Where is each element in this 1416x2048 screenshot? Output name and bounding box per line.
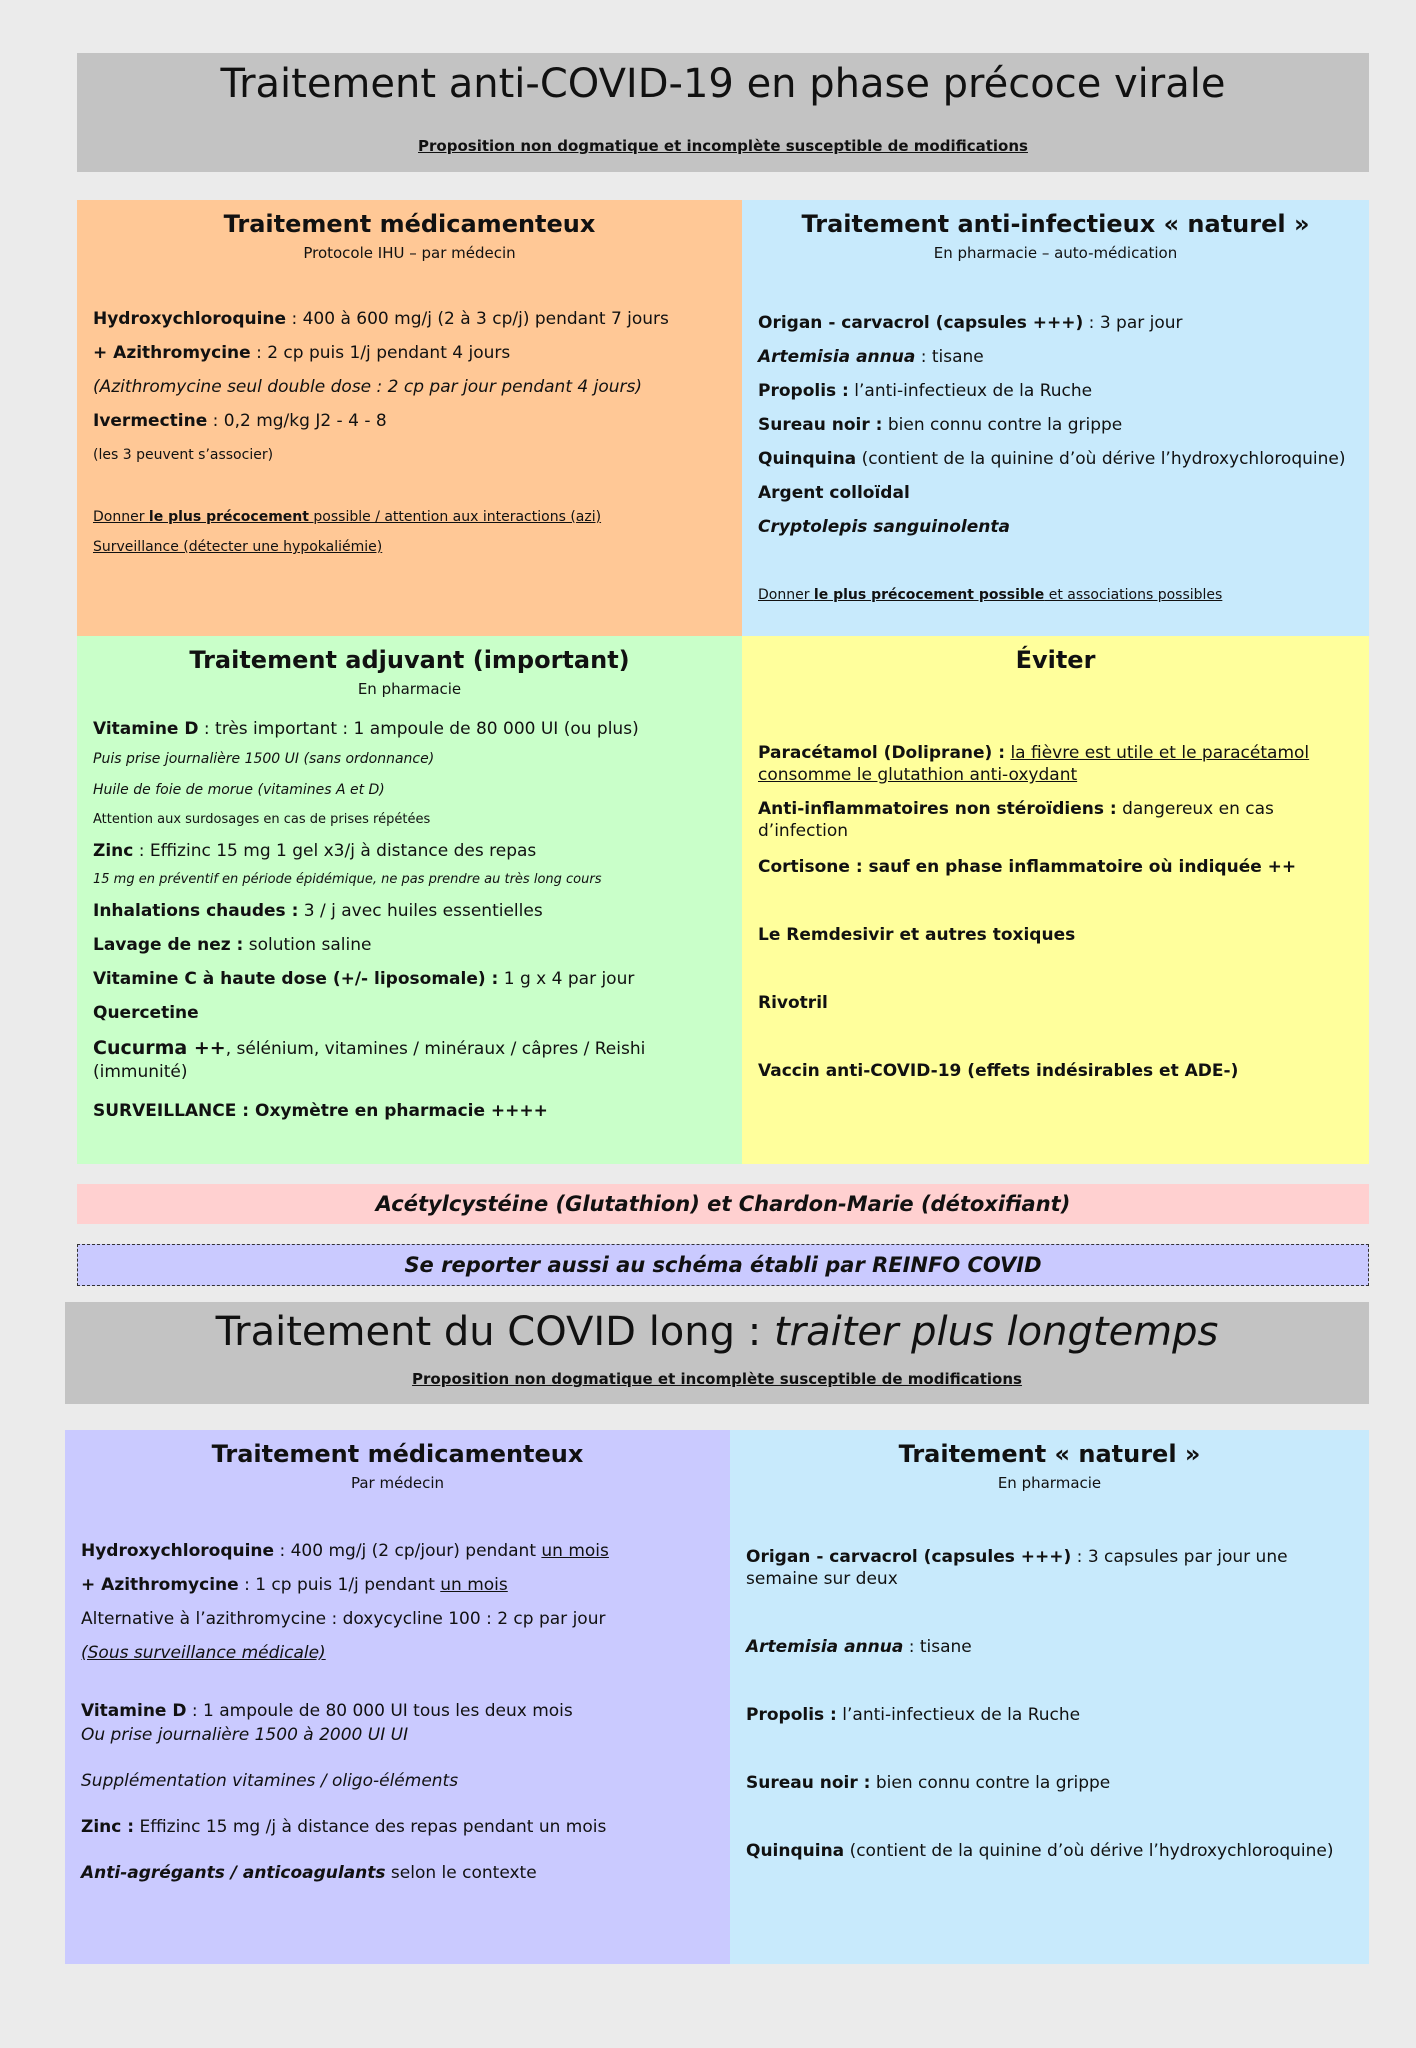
item-text: : Effizinc 15 mg 1 gel x3/j à distance des repas bbox=[133, 841, 537, 861]
item-text: 1 g x 4 par jour bbox=[498, 969, 635, 989]
hcq-line bbox=[93, 308, 730, 330]
overdose-note: Attention aux surdosages en cas de prises répétées bbox=[93, 812, 431, 827]
title-part: traiter plus longtemps bbox=[773, 1309, 1219, 1355]
sureau-line bbox=[746, 1772, 1357, 1794]
long-covid-subtitle: Proposition non dogmatique et incomplète susceptible de modifications bbox=[412, 1370, 1022, 1388]
surveillance-note: Surveillance (détecter une hypokaliémie) bbox=[93, 539, 383, 555]
panel-long-medication bbox=[65, 1430, 730, 1964]
item-text: : 1 ampoule de 80 000 UI tous les deux mois bbox=[186, 1701, 573, 1721]
iver-line bbox=[93, 410, 730, 432]
text-part: le plus précocement bbox=[148, 509, 309, 525]
propolis-line bbox=[746, 1704, 1357, 1726]
item-label: Sureau noir : bbox=[746, 1773, 871, 1793]
sureau-line bbox=[758, 414, 1357, 436]
panel-medication bbox=[77, 200, 742, 636]
drug-text: : 400 mg/j (2 cp/jour) pendant bbox=[274, 1541, 542, 1561]
item-label: Lavage de nez : bbox=[93, 935, 244, 955]
drug-label: Hydroxychloroquine bbox=[93, 309, 287, 329]
give-early-note bbox=[758, 586, 1357, 604]
quinquina-line bbox=[758, 448, 1357, 470]
huile-line: Huile de foie de morue (vitamines A et D) bbox=[93, 782, 385, 798]
drug-label: Hydroxychloroquine bbox=[81, 1541, 275, 1561]
panel-subheading: Protocole IHU – par médecin bbox=[303, 244, 516, 262]
item-label: Artemisia annua bbox=[746, 1637, 904, 1657]
artemisia-line bbox=[758, 346, 1357, 368]
origan-line bbox=[758, 312, 1357, 334]
item-text: solution saline bbox=[243, 935, 372, 955]
rivotril-line: Rivotril bbox=[758, 993, 828, 1013]
panel-heading: Traitement anti-infectieux « naturel » bbox=[801, 210, 1310, 238]
item-text: : tisane bbox=[915, 347, 984, 367]
item-text: selon le contexte bbox=[385, 1863, 537, 1883]
quinquina-line bbox=[746, 1840, 1357, 1862]
remdesivir-line: Le Remdesivir et autres toxiques bbox=[758, 925, 1076, 945]
text-part: Donner bbox=[93, 509, 149, 525]
origan-line bbox=[746, 1546, 1357, 1590]
drug-label: + Azithromycine bbox=[81, 1575, 239, 1595]
anticoag-line bbox=[81, 1862, 718, 1884]
panel-natural bbox=[742, 200, 1369, 636]
long-covid-title-band bbox=[65, 1302, 1369, 1404]
paracetamol-line bbox=[758, 742, 1357, 786]
item-label: Vitamine C à haute dose (+/- liposomale) : bbox=[93, 969, 499, 989]
item-label: Vitamine D bbox=[81, 1701, 187, 1721]
panel-heading: Éviter bbox=[1015, 646, 1096, 674]
text-part: Donner bbox=[758, 587, 814, 603]
item-text: (contient de la quinine d’où dérive l’hydroxychloroquine) bbox=[844, 1841, 1334, 1861]
surveillance-note: (Sous surveillance médicale) bbox=[81, 1643, 326, 1663]
cryptolepis-line: Cryptolepis sanguinolenta bbox=[758, 517, 1010, 537]
item-label: Paracétamol (Doliprane) : bbox=[758, 743, 1006, 763]
drug-label: + Azithromycine bbox=[93, 343, 251, 363]
long-covid-title bbox=[65, 1308, 1369, 1356]
vaccine-line: Vaccin anti-COVID-19 (effets indésirables et ADE-) bbox=[758, 1061, 1239, 1081]
panel-avoid bbox=[742, 636, 1369, 1164]
item-text: : 3 par jour bbox=[1083, 313, 1183, 333]
panel-subheading: En pharmacie – auto-médication bbox=[933, 244, 1178, 262]
item-text: la fièvre est utile et le paracétamol consomme le glutathion anti-oxydant bbox=[758, 743, 1310, 786]
item-label: Vitamine D bbox=[93, 719, 199, 739]
panel-heading: Traitement adjuvant (important) bbox=[189, 646, 630, 674]
argent-line: Argent colloïdal bbox=[758, 483, 910, 503]
azi-note: (Azithromycine seul double dose : 2 cp par jour pendant 4 jours) bbox=[93, 377, 642, 397]
curcuma-line bbox=[93, 1036, 730, 1083]
panel-subheading: En pharmacie bbox=[357, 680, 462, 698]
item-text: , sélénium, vitamines / minéraux / câpres / Reishi (immunité) bbox=[93, 1039, 646, 1082]
vitd-note: Ou prise journalière 1500 à 2000 UI UI bbox=[81, 1725, 409, 1745]
item-text: : très important : 1 ampoule de 80 000 UI (ou plus) bbox=[198, 719, 639, 739]
drug-text: : 400 à 600 mg/j (2 à 3 cp/j) pendant 7 jours bbox=[286, 309, 669, 329]
nose-wash-line bbox=[93, 934, 730, 956]
item-label: Sureau noir : bbox=[758, 415, 883, 435]
page-subtitle: Proposition non dogmatique et incomplète susceptible de modifications bbox=[418, 137, 1028, 155]
item-text: Effizinc 15 mg /j à distance des repas pendant un mois bbox=[134, 1817, 607, 1837]
panel-subheading: En pharmacie bbox=[997, 1474, 1102, 1492]
drug-duration: un mois bbox=[440, 1575, 508, 1595]
reinfo-bar: Se reporter aussi au schéma établi par REINFO COVID bbox=[77, 1244, 1369, 1286]
item-label: Origan - carvacrol (capsules +++) bbox=[758, 313, 1084, 333]
drug-text: : 1 cp puis 1/j pendant bbox=[238, 1575, 441, 1595]
vitd-line bbox=[81, 1700, 718, 1722]
zinc-line bbox=[93, 840, 730, 862]
drug-text: : 2 cp puis 1/j pendant 4 jours bbox=[250, 343, 511, 363]
vitd-line bbox=[93, 718, 730, 740]
item-text: l’anti-infectieux de la Ruche bbox=[848, 381, 1093, 401]
item-label: Anti-inflammatoires non stéroïdiens : bbox=[758, 799, 1117, 819]
propolis-line bbox=[758, 380, 1357, 402]
panel-heading: Traitement médicamenteux bbox=[223, 210, 596, 238]
item-text: dangereux en cas d’infection bbox=[758, 799, 1274, 842]
azi-line bbox=[93, 342, 730, 364]
cortisone-line: Cortisone : sauf en phase inflammatoire où indiquée ++ bbox=[758, 857, 1297, 877]
item-text: 3 / j avec huiles essentielles bbox=[298, 901, 543, 921]
item-text: : tisane bbox=[903, 1637, 972, 1657]
item-label: Zinc : bbox=[81, 1817, 135, 1837]
give-early-note bbox=[93, 508, 730, 526]
drug-duration: un mois bbox=[541, 1541, 609, 1561]
quercetine-line: Quercetine bbox=[93, 1003, 199, 1023]
panel-subheading: Par médecin bbox=[350, 1474, 444, 1492]
item-label: Inhalations chaudes : bbox=[93, 901, 299, 921]
item-label: Cucurma ++ bbox=[93, 1037, 226, 1059]
item-label: Propolis : bbox=[758, 381, 849, 401]
item-label: Zinc bbox=[93, 841, 134, 861]
item-text: bien connu contre la grippe bbox=[882, 415, 1123, 435]
drug-label: Ivermectine bbox=[93, 411, 208, 431]
text-part: possible / attention aux interactions (azi) bbox=[308, 509, 602, 525]
item-label: Anti-agrégants / anticoagulants bbox=[81, 1863, 386, 1883]
ains-line bbox=[758, 798, 1357, 842]
item-text: bien connu contre la grippe bbox=[870, 1773, 1111, 1793]
top-title-band bbox=[77, 53, 1369, 172]
panel-long-natural bbox=[730, 1430, 1369, 1964]
artemisia-line bbox=[746, 1636, 1357, 1658]
text-part: le plus précocement possible bbox=[813, 587, 1045, 603]
assoc-note: (les 3 peuvent s’associer) bbox=[93, 447, 274, 463]
hcq-line bbox=[81, 1540, 718, 1562]
panel-heading: Traitement médicamenteux bbox=[211, 1440, 584, 1468]
inhalation-line bbox=[93, 900, 730, 922]
alternative-line: Alternative à l’azithromycine : doxycycline 100 : 2 cp par jour bbox=[81, 1609, 606, 1629]
item-text: : 3 capsules par jour une semaine sur deux bbox=[746, 1547, 1288, 1590]
acetylcysteine-bar: Acétylcystéine (Glutathion) et Chardon-Marie (détoxifiant) bbox=[77, 1184, 1369, 1224]
drug-text: : 0,2 mg/kg J2 - 4 - 8 bbox=[207, 411, 387, 431]
item-label: Quinquina bbox=[758, 449, 857, 469]
supplement-line: Supplémentation vitamines / oligo-éléments bbox=[81, 1771, 459, 1791]
panel-adjuvant bbox=[77, 636, 742, 1164]
page-title: Traitement anti-COVID-19 en phase précoce virale bbox=[220, 61, 1226, 107]
item-text: l’anti-infectieux de la Ruche bbox=[836, 1705, 1081, 1725]
text-part: et associations possibles bbox=[1044, 587, 1223, 603]
azi-line bbox=[81, 1574, 718, 1596]
surveillance-line: SURVEILLANCE : Oxymètre en pharmacie ++++ bbox=[93, 1101, 548, 1121]
item-label: Artemisia annua bbox=[758, 347, 916, 367]
title-part: Traitement du COVID long : bbox=[215, 1309, 774, 1355]
panel-heading: Traitement « naturel » bbox=[898, 1440, 1201, 1468]
item-label: Origan - carvacrol (capsules +++) bbox=[746, 1547, 1072, 1567]
vitc-line bbox=[93, 968, 730, 990]
item-label: Propolis : bbox=[746, 1705, 837, 1725]
item-text: (contient de la quinine d’où dérive l’hydroxychloroquine) bbox=[856, 449, 1346, 469]
zinc-note: 15 mg en préventif en période épidémique, ne pas prendre au très long cours bbox=[93, 872, 602, 887]
zinc-line bbox=[81, 1816, 718, 1838]
item-label: Quinquina bbox=[746, 1841, 845, 1861]
vitd-note: Puis prise journalière 1500 UI (sans ordonnance) bbox=[93, 751, 435, 767]
